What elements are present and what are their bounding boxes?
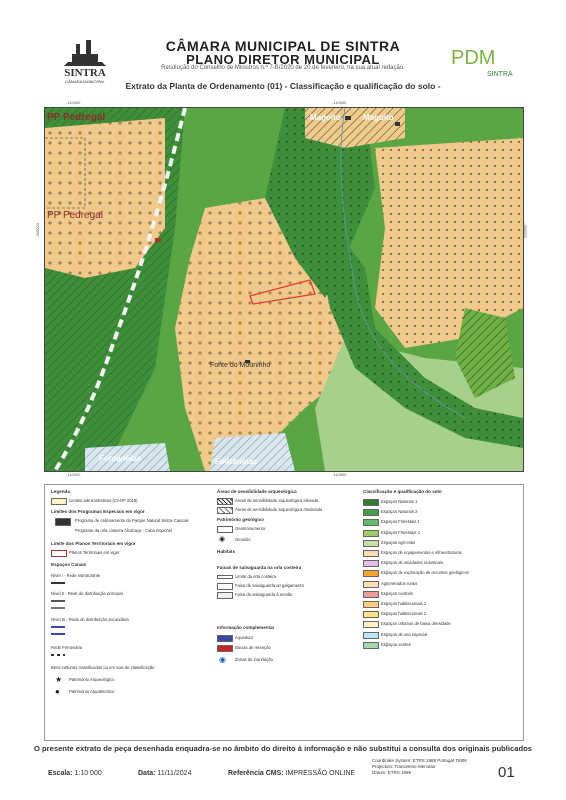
sheet-number: 01 xyxy=(498,764,515,781)
legend-swatch xyxy=(363,560,379,567)
legend-item: Património Arqueológico xyxy=(69,677,115,682)
legend-swatch xyxy=(363,540,379,547)
legend-item: Espaços de equipamentos e infraestruturas xyxy=(381,550,462,555)
legend-item: Geosítio xyxy=(235,537,251,542)
legend-item: Zonas de inundação xyxy=(235,657,273,662)
legend-item: Limites administrativos (CAOP 2018) xyxy=(69,498,138,503)
legend-item: Espaços Florestais 1 xyxy=(381,519,420,525)
legend-item: Áreas de sensibilidade arqueológica moderada xyxy=(235,507,323,512)
star-icon: ● xyxy=(55,687,60,696)
label-magoito-1: Magoito xyxy=(310,113,341,122)
label-pp-pedregal-2: PP Pedregal xyxy=(47,210,103,221)
legend-item: Espaços centrais xyxy=(381,590,413,596)
logo-right-text: PDM xyxy=(451,47,496,69)
legend-item: Faixa de salvaguarda à erosão xyxy=(235,592,293,597)
ordinance-map[interactable] xyxy=(44,107,524,472)
legend-item: Informação complementar xyxy=(217,625,275,630)
coord-right: -300000 xyxy=(522,223,528,238)
legend-panel xyxy=(44,484,524,741)
legend-item: Programa de ordenamento do Parque Natural Sintra-Cascais xyxy=(75,518,189,523)
legend-swatch xyxy=(363,519,379,526)
plan-title: PLANO DIRETOR MUNICIPAL xyxy=(186,52,380,67)
legend-swatch xyxy=(363,591,379,598)
legend-swatch xyxy=(363,611,379,618)
legend-swatch xyxy=(363,530,379,537)
legend-item: Nível II - Rede de distribuição principal xyxy=(51,591,123,596)
legend-item: Património geológico xyxy=(217,517,264,522)
legend-swatch xyxy=(363,632,379,639)
legend-swatch xyxy=(363,581,379,588)
legend-col2-title: Áreas de sensibilidade arqueológica xyxy=(217,489,297,494)
label-fontanelas-2: Fontanelas xyxy=(215,457,258,466)
legend-col1-title: Legenda xyxy=(51,489,70,494)
coord-top-2: -110000 xyxy=(332,100,347,105)
legend-item: Espaços habitacionais 1 xyxy=(381,601,427,606)
legend-item: Espaços Canais xyxy=(51,562,87,567)
disclaimer-notice: O presente extrato de peça desenhada enquadra-se no âmbito do direito à informação e não substitui a consulta dos originais publicados xyxy=(34,744,532,753)
coord-bottom-2: -110000 xyxy=(332,472,347,477)
crs-block: Coordinate System: ETRS 1989 Portugal TM06 Projection: Transverse Mercator Datum: ETRS 1989 xyxy=(372,758,467,775)
legend-item: Aglomerados rurais xyxy=(381,580,418,586)
legend-item: Faixa de salvaguarda ao galgamento xyxy=(235,583,304,588)
legend-item: Bens culturais classificados ou em vias de classificação xyxy=(51,665,155,670)
legend-item: Espaços de exploração de recursos geológicos xyxy=(381,570,469,576)
label-magoito-2: Magoito xyxy=(363,113,394,122)
label-pp-pedregal-1: PP Pedregal xyxy=(47,112,106,123)
legend-item: Faixas de salvaguarda na orla costeira xyxy=(217,565,302,570)
legend-item: Programa da orla costeira Alcobaça - Cabo Espichel xyxy=(75,528,173,533)
legend-item: Património Arquitetónico xyxy=(69,689,115,694)
legend-item: Limites dos Programas Especiais em vigor xyxy=(51,509,145,514)
legend-col3-title: Classificação e qualificação do solo xyxy=(363,489,442,494)
pdm-logo xyxy=(447,44,519,80)
legend-item: Espaços de uso especial xyxy=(381,631,428,637)
logo-left-sub: CÂMARA MUNICIPAL xyxy=(65,79,105,84)
legend-item: Áreas de sensibilidade arqueológica elevada xyxy=(235,498,319,503)
legend-item: Espaços agrícolas xyxy=(381,539,416,545)
logo-left-text: SINTRA xyxy=(64,67,106,79)
extract-title: Extrato da Planta de Ordenamento (01) - Classificação e qualificação do solo - xyxy=(125,81,441,91)
legend-item: Bacias de retenção xyxy=(235,645,271,650)
legend-swatch xyxy=(363,601,379,608)
label-fontanelas-1: Fontanelas xyxy=(99,454,142,463)
date-block: Data: 11/11/2024 xyxy=(138,770,192,777)
legend-item: Espaços Florestais 2 xyxy=(381,529,420,535)
legend-item: Planos Territoriais em vigor xyxy=(69,550,120,555)
reference-block: Referência CMS: IMPRESSÃO ONLINE xyxy=(228,770,356,777)
legend-item: Espaços verdes xyxy=(381,641,411,647)
legend-item: Limite da orla costeira xyxy=(235,574,276,579)
star-icon: ★ xyxy=(55,675,63,684)
label-fonte-mouninho: Fonte do Mouninho xyxy=(210,362,271,369)
legend-swatch xyxy=(363,621,379,628)
legend-swatch xyxy=(363,509,379,516)
geosite-icon: ◉ xyxy=(219,536,226,543)
legend-item: Espaços urbanos de baixa densidade xyxy=(381,621,451,627)
resolution-text: Resolução do Conselho de Ministros n.º 7-B/2020 de 20 de fevereiro, na sua atual redação. xyxy=(161,65,405,71)
legend-item: Nível III - Rede de distribuição secundária xyxy=(51,617,129,622)
legend-item: Limite dos Planos Territoriais em vigor xyxy=(51,541,136,546)
legend-item: Aqueduto xyxy=(235,635,253,640)
logo-right-sub: SINTRA xyxy=(487,71,513,78)
legend-item: Rede Ferroviária xyxy=(51,645,83,650)
coord-left: -300000 xyxy=(34,223,40,238)
municipality-title: CÂMARA MUNICIPAL DE SINTRA xyxy=(165,38,401,54)
flood-zone-icon: ◉ xyxy=(219,655,226,664)
coord-bottom-1: -110000 xyxy=(66,472,81,477)
legend-item: Espaços habitacionais 2 xyxy=(381,611,427,617)
legend-item: Habitats xyxy=(217,549,236,554)
legend-item: Espaços Naturais 1 xyxy=(381,499,418,504)
legend-item: Geomonumento xyxy=(235,526,266,531)
legend-swatch xyxy=(363,642,379,649)
legend-item: Nível I - Rede estruturante xyxy=(51,573,101,578)
legend-swatch xyxy=(363,550,379,557)
legend-swatch xyxy=(363,570,379,577)
coord-top-1: -110000 xyxy=(66,100,81,105)
legend-item: Espaços Naturais 2 xyxy=(381,509,418,515)
legend-item: Espaços de atividades industriais xyxy=(381,560,443,566)
legend-swatch xyxy=(363,499,379,506)
scale-block: Escala: 1:10 000 xyxy=(48,770,102,777)
